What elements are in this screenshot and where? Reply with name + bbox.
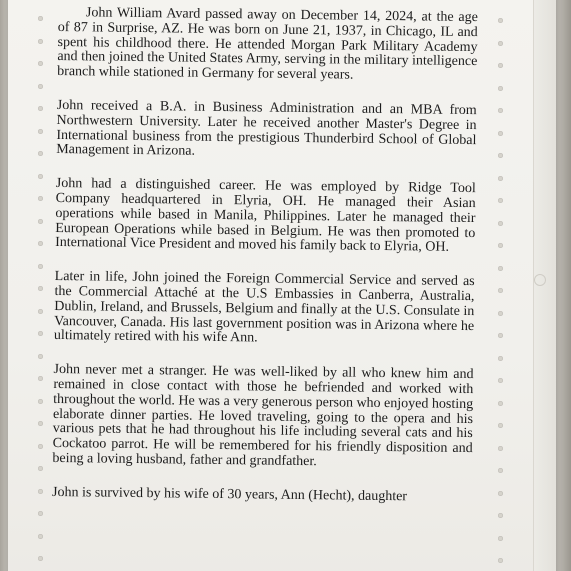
binder-hole-icon <box>38 219 43 224</box>
binder-hole-icon <box>498 378 503 383</box>
binder-hole-icon <box>498 41 503 46</box>
binder-hole-icon <box>498 311 503 316</box>
binder-hole-icon <box>498 243 503 248</box>
paragraph-2: John received a B.A. in Business Administration and an MBA from Northwestern University. Later he received another Master's Degree in International business from the prestigious Thunderbird School of Global Management in Arizona. <box>56 97 477 160</box>
binder-hole-icon <box>498 131 503 136</box>
binder-hole-icon <box>38 39 43 44</box>
binder-hole-icon <box>498 153 503 158</box>
binder-hole-icon <box>498 86 503 91</box>
binder-hole-icon <box>38 534 43 539</box>
binder-hole-icon <box>38 129 43 134</box>
binder-hole-icon <box>38 61 43 66</box>
binder-hole-icon <box>38 376 43 381</box>
binder-hole-icon <box>498 513 503 518</box>
binder-hole-icon <box>498 108 503 113</box>
binder-hole-icon <box>38 16 43 21</box>
binder-hole-icon <box>38 264 43 269</box>
binder-hole-icon <box>498 356 503 361</box>
binder-hole-icon <box>38 444 43 449</box>
binder-hole-icon <box>498 18 503 23</box>
binder-hole-icon <box>498 401 503 406</box>
binder-hole-icon <box>38 241 43 246</box>
binder-hole-icon <box>38 511 43 516</box>
binder-hole-icon <box>38 489 43 494</box>
binder-hole-icon <box>498 446 503 451</box>
paragraph-6: John is survived by his wife of 30 years, Ann (Hecht), daughter <box>51 484 408 505</box>
binder-hole-icon <box>38 151 43 156</box>
binder-hole-icon <box>38 399 43 404</box>
binder-hole-icon <box>498 63 503 68</box>
paragraph-4: Later in life, John joined the Foreign Commercial Service and served as the Commercial Attaché at the U.S Embassies in Canberra, Australia, Dublin, Ireland, and Brussels, Belgium and finally at the U.S. Consulate in Vancouver, Canada. His last government position was in Arizona where he ultimately retired with his wife Ann. <box>53 269 475 346</box>
binder-hole-icon <box>38 174 43 179</box>
page-right-margin <box>533 0 556 571</box>
binder-hole-icon <box>38 556 43 561</box>
paragraph-1: John William Avard passed away on December 14, 2024, at the age of 87 in Surprise, AZ. He was born on June 21, 1937, in Chicago, IL and spent his childhood there. He attended Morgan Park Military Academy and then joined the United States Army, serving in the military intelligence branch while stationed in Germany for several years. <box>57 5 478 83</box>
binder-hole-icon <box>498 288 503 293</box>
binder-hole-icon <box>38 286 43 291</box>
binder-hole-icon <box>498 221 503 226</box>
tab-notch-icon <box>534 274 546 286</box>
binder-hole-icon <box>38 421 43 426</box>
binder-hole-icon <box>498 558 503 563</box>
binder-hole-icon <box>38 331 43 336</box>
binder-hole-icon <box>38 466 43 471</box>
binder-hole-icon <box>498 198 503 203</box>
binder-hole-icon <box>498 491 503 496</box>
paragraph-3: John had a distinguished career. He was employed by Ridge Tool Company headquartered in Elyria, OH. He managed their Asian operations while based in Manila, Philippines. Later he managed their European Operations while based in Belgium. He was then promoted to International Vice President and moved his family back to Elyria, OH. <box>55 176 476 256</box>
binder-hole-icon <box>38 196 43 201</box>
binder-hole-icon <box>38 84 43 89</box>
binder-hole-icon <box>498 333 503 338</box>
obituary-text <box>52 6 478 525</box>
binder-hole-icon <box>498 468 503 473</box>
binder-hole-icon <box>38 354 43 359</box>
binder-hole-icon <box>38 309 43 314</box>
binder-hole-icon <box>498 266 503 271</box>
paragraph-5: John never met a stranger. He was well-liked by all who knew him and remained in close contact with those he befriended and worked with throughout the world. He was a very generous person who enjoyed hosting elaborate dinner parties. He loved traveling, going to the opera and his various pets that he had throughout his life including several cats and his Cockatoo parrot. He will be remembered for his friendly disposition and being a loving husband, father and grandfather. <box>52 362 474 470</box>
binder-hole-icon <box>498 536 503 541</box>
binder-hole-icon <box>38 106 43 111</box>
binder-hole-icon <box>498 176 503 181</box>
document-page <box>8 0 556 571</box>
binder-hole-icon <box>498 423 503 428</box>
